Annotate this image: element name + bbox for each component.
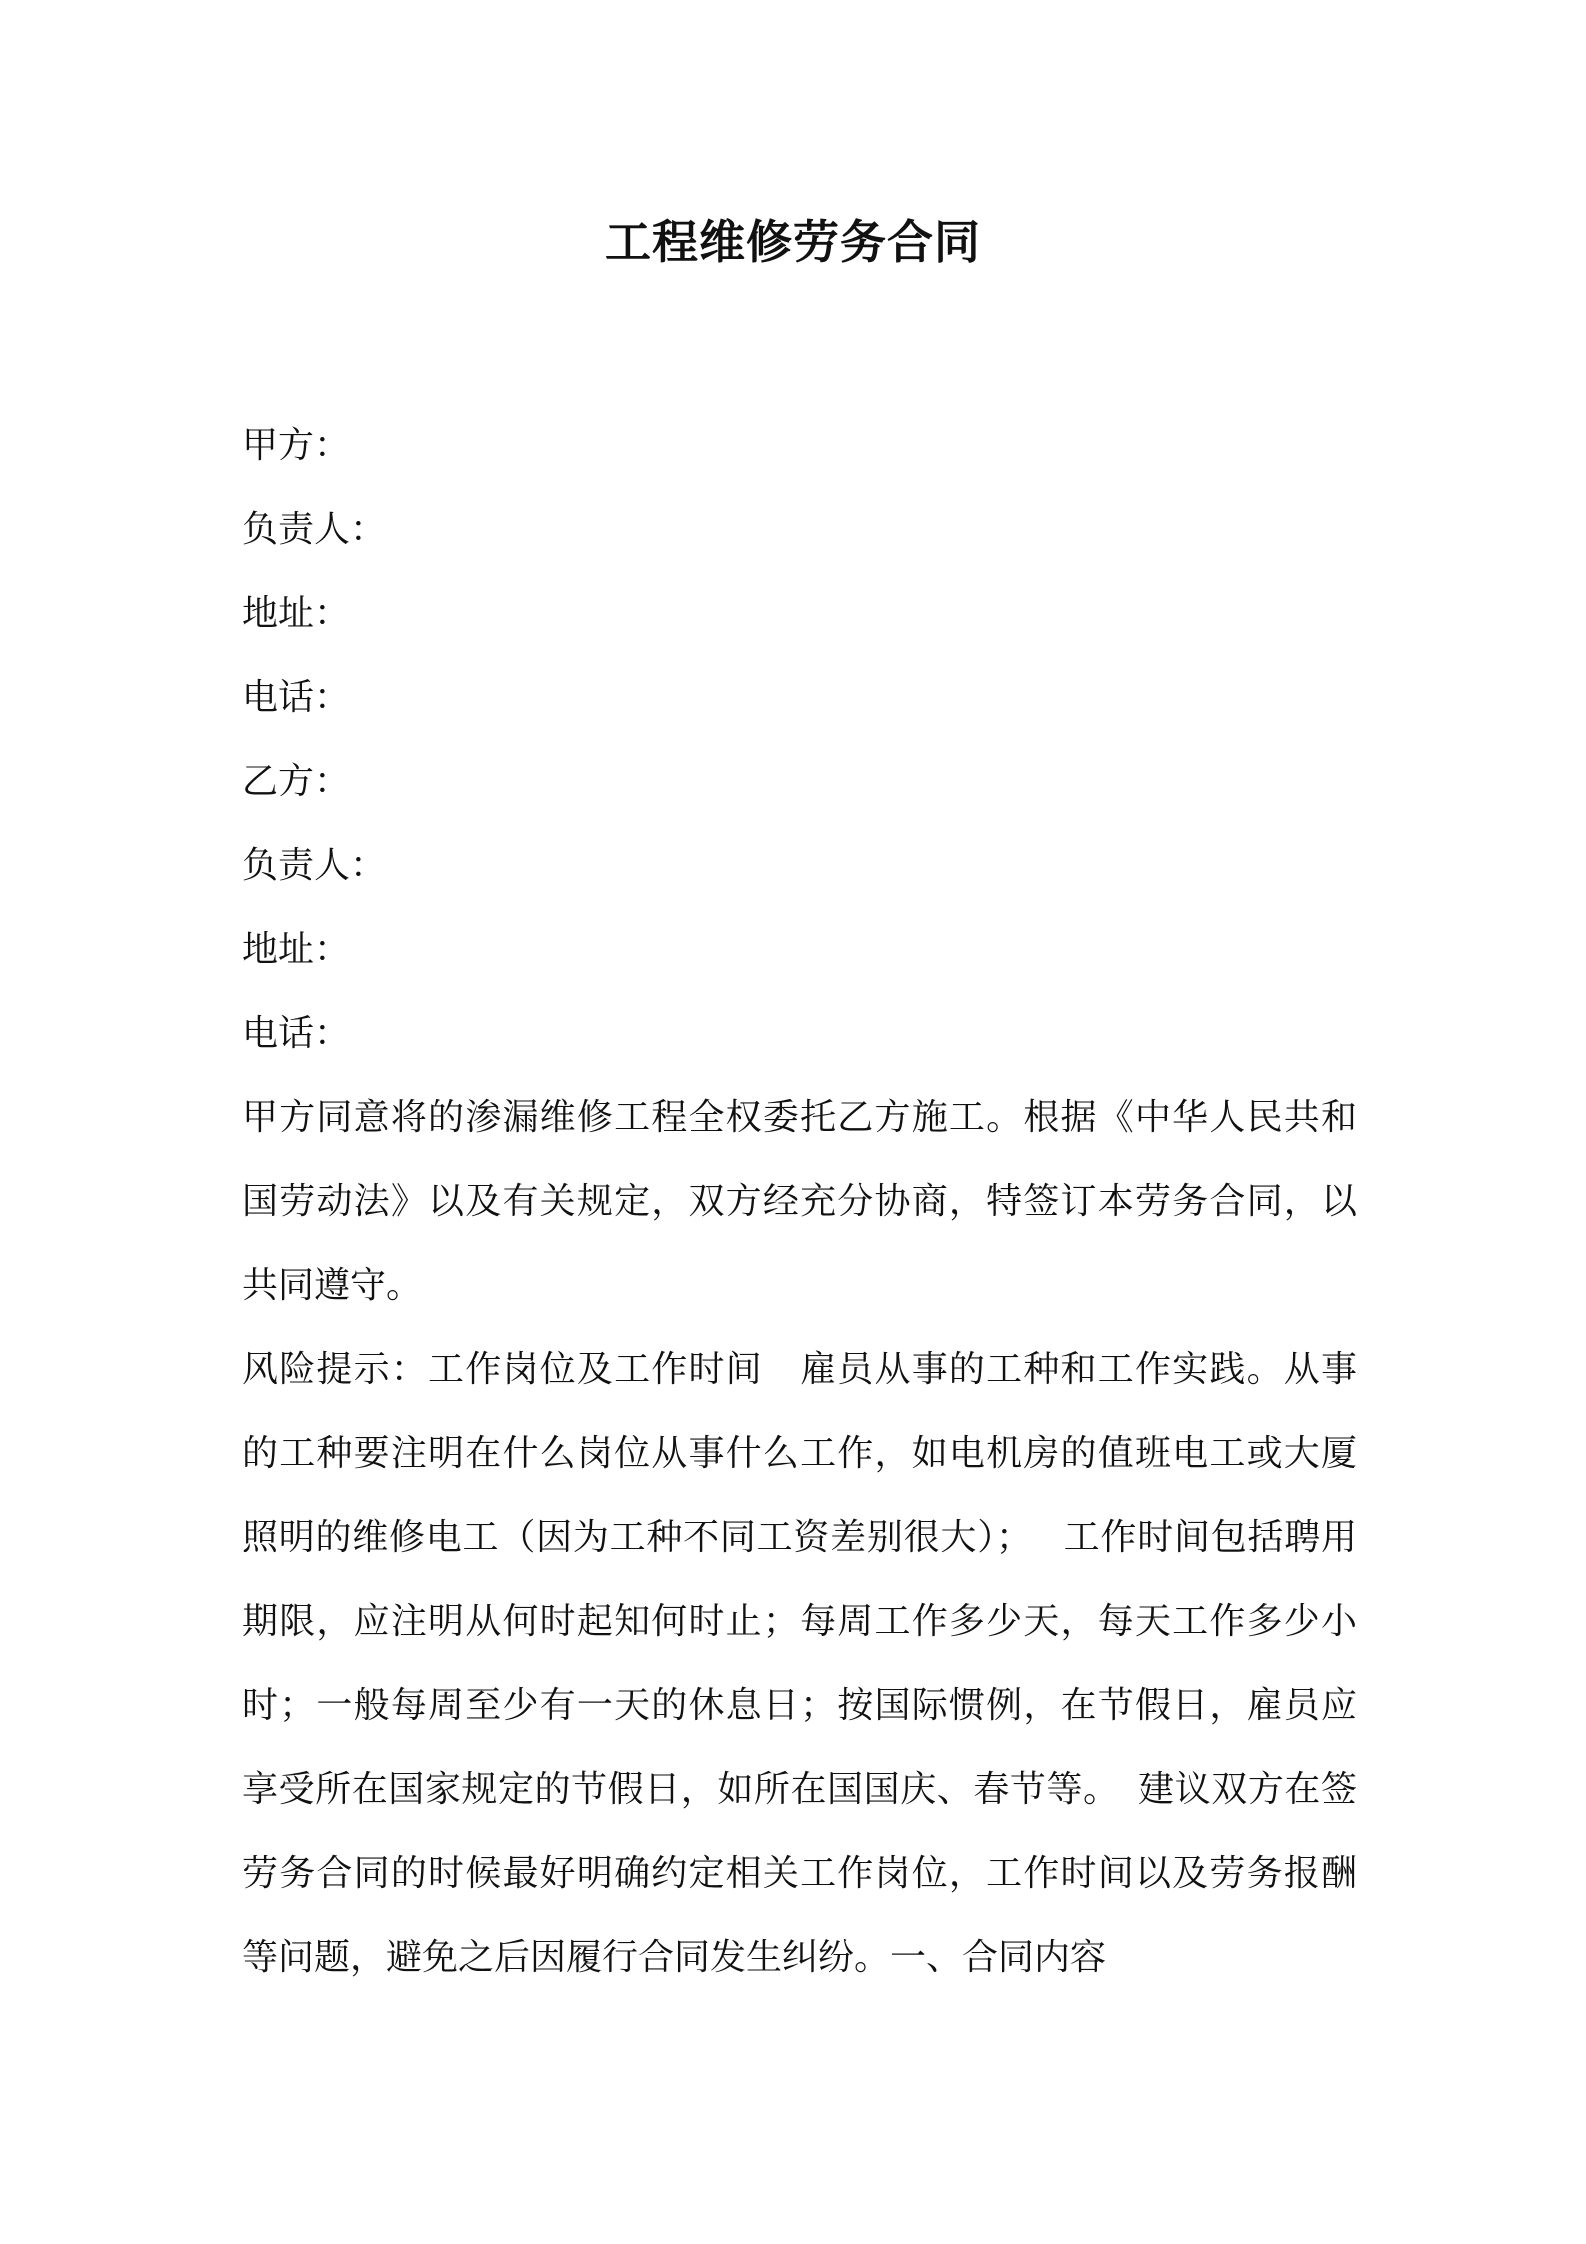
party-a-field: 甲方： bbox=[242, 425, 351, 466]
document-title: 工程维修劳务合同 bbox=[605, 215, 981, 269]
party-a-address-field: 地址： bbox=[242, 593, 351, 634]
party-b-field: 乙方： bbox=[242, 761, 351, 802]
agreement-paragraph: 甲方同意将的渗漏维修工程全权委托乙方施工。根据《中华人民共和国劳动法》以及有关规定，双方经充分协商，特签订本劳务合同，以共同遵守。 bbox=[242, 1097, 1357, 1306]
risk-notice-paragraph: 风险提示：工作岗位及工作时间 雇员从事的工种和工作实践。从事的工种要注明在什么岗位从事什么工作，如电机房的值班电工或大厦照明的维修电工（因为工种不同工资差别很大）； 工作时间包括聘用期限，应注明从何时起知何时止；每周工作多少天，每天工作多少小时；一般每周至少有一天的休息日；按国际惯例，在节假日，雇员应享受所在国家规定的节假日，如所在国国庆、春节等。 建议双方在签劳务合同的时候最好明确约定相关工作岗位，工作时间以及劳务报酬等问题，避免之后因履行合同发生纠纷。一、合同内容 bbox=[242, 1349, 1357, 1978]
document-body bbox=[242, 404, 1357, 2000]
party-a-contact-person-field: 负责人： bbox=[242, 509, 387, 550]
party-b-contact-person-field: 负责人： bbox=[242, 845, 387, 886]
party-b-phone-field: 电话： bbox=[242, 1013, 351, 1054]
party-b-address-field: 地址： bbox=[242, 929, 351, 970]
party-a-phone-field: 电话： bbox=[242, 677, 351, 718]
